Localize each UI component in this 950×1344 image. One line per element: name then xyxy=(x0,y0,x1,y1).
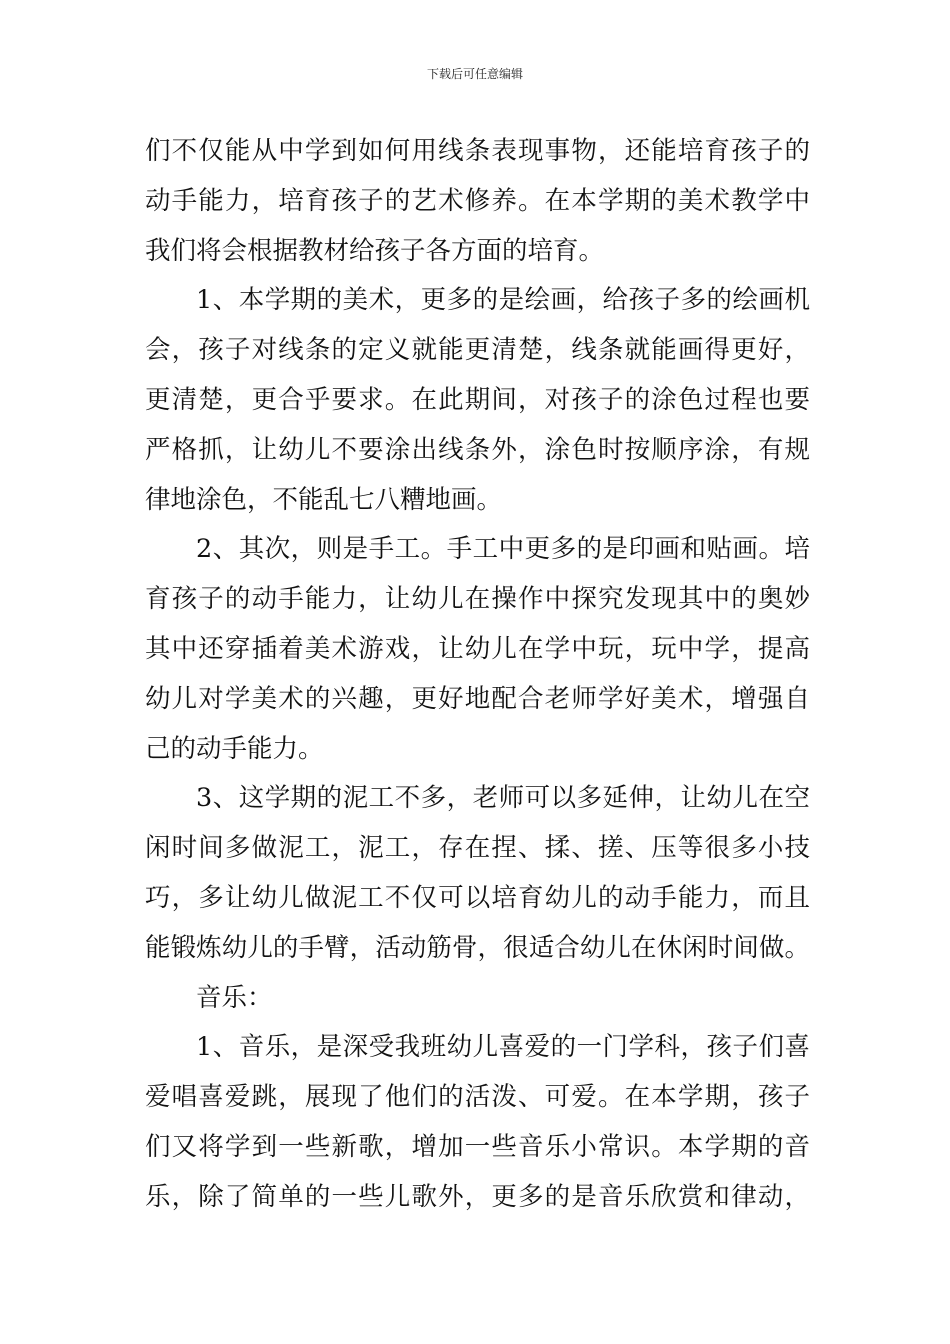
text-line: 动手能力，培育孩子的艺术修养。在本学期的美术教学中 xyxy=(145,185,810,216)
text-line: 1、本学期的美术，更多的是绘画，给孩子多的绘画机 xyxy=(196,285,810,316)
document-body xyxy=(145,127,810,1223)
text-line: 育孩子的动手能力，让幼儿在操作中探究发现其中的奥妙 xyxy=(145,584,810,615)
text-line: 会，孩子对线条的定义就能更清楚，线条就能画得更好， xyxy=(145,335,810,366)
text-line: 己的动手能力。 xyxy=(145,733,324,764)
text-line: 严格抓，让幼儿不要涂出线条外，涂色时按顺序涂，有规 xyxy=(145,434,810,465)
text-line: 乐，除了简单的一些儿歌外，更多的是音乐欣赏和律动， xyxy=(145,1181,810,1212)
text-line: 1、音乐，是深受我班幼儿喜爱的一门学科，孩子们喜 xyxy=(196,1032,810,1063)
text-line: 2、其次，则是手工。手工中更多的是印画和贴画。培 xyxy=(196,534,810,565)
text-line: 闲时间多做泥工，泥工，存在捏、揉、搓、压等很多小技 xyxy=(145,833,810,864)
text-line: 巧，多让幼儿做泥工不仅可以培育幼儿的动手能力，而且 xyxy=(145,882,810,913)
text-line: 3、这学期的泥工不多，老师可以多延伸，让幼儿在空 xyxy=(196,783,810,814)
text-line: 能锻炼幼儿的手臂，活动筋骨，很适合幼儿在休闲时间做。 xyxy=(145,932,810,963)
text-line: 更清楚，更合乎要求。在此期间，对孩子的涂色过程也要 xyxy=(145,384,810,415)
text-line: 幼儿对学美术的兴趣，更好地配合老师学好美术，增强自 xyxy=(145,683,810,714)
text-line: 们不仅能从中学到如何用线条表现事物，还能培育孩子的 xyxy=(145,136,810,166)
text-line: 们又将学到一些新歌，增加一些音乐小常识。本学期的音 xyxy=(145,1131,810,1162)
text-line: 律地涂色，不能乱七八糟地画。 xyxy=(145,484,503,515)
text-line: 音乐： xyxy=(196,982,273,1013)
text-line: 其中还穿插着美术游戏，让幼儿在学中玩，玩中学，提高 xyxy=(145,633,810,664)
text-line: 爱唱喜爱跳，展现了他们的活泼、可爱。在本学期，孩子 xyxy=(145,1082,810,1113)
page-header-note: 下载后可任意编辑 xyxy=(426,67,523,81)
text-line: 我们将会根据教材给孩子各方面的培育。 xyxy=(145,235,605,266)
